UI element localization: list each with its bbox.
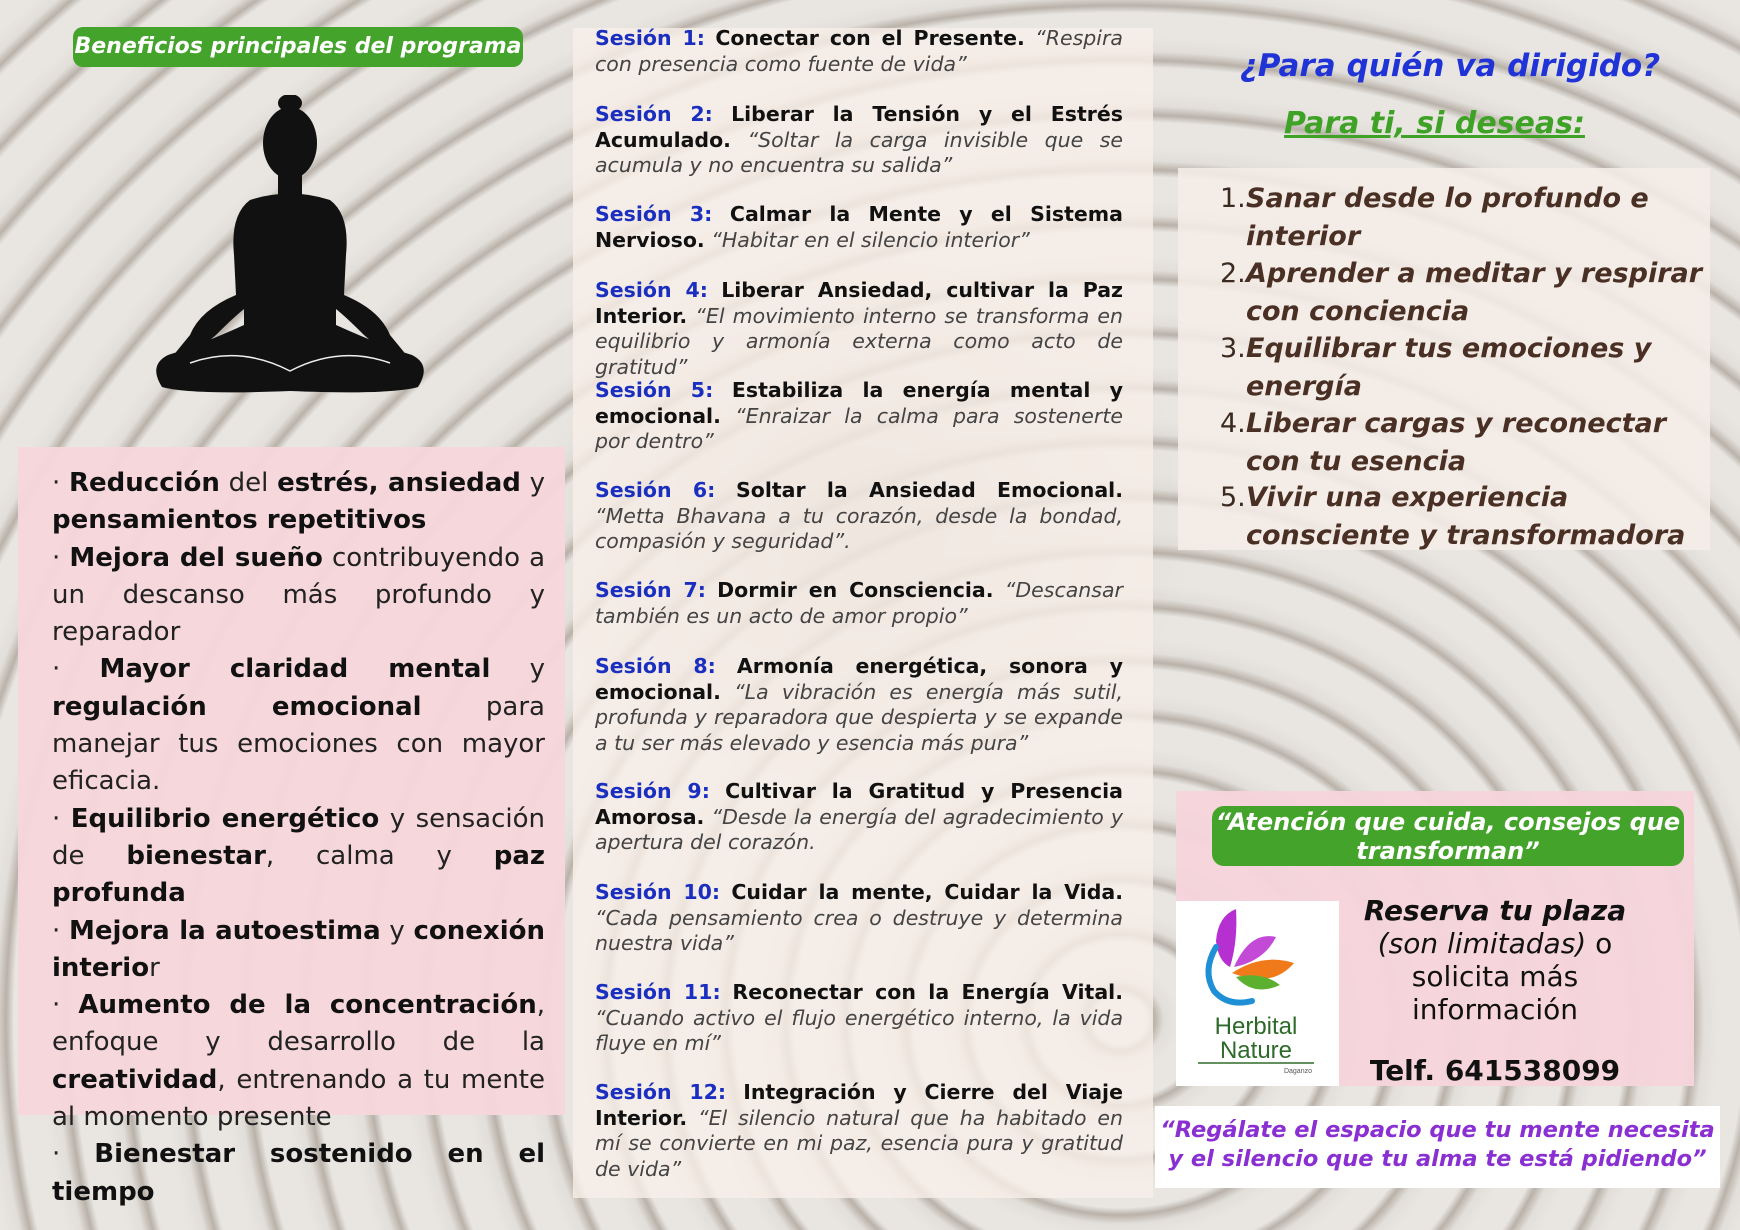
benefit-item: · Mayor claridad mental y regulación emocional para manejar tus emociones con mayor eficacia. <box>52 654 545 797</box>
logo-location: Daganzo <box>1283 1068 1312 1075</box>
benefit-item: · Equilibrio energético y sensación de bienestar, calma y paz profunda <box>52 803 546 909</box>
goal-item: 5. Vivir una experiencia consciente y transformadora <box>1220 482 1686 551</box>
audience-subtitle: Para ti, si deseas: <box>1284 106 1585 141</box>
session-item: Sesión 8: Armonía energética, sonora y emocional. “La vibración es energía más sutil, profunda y reparadora que despierta y se expande a tu ser más elevado y esencia más pura” <box>595 654 1123 755</box>
goal-item: 2. Aprender a meditar y respirar con conciencia <box>1220 258 1703 327</box>
session-item: Sesión 7: Dormir en Consciencia. “Descansar también es un acto de amor propio” <box>595 578 1123 628</box>
benefit-item: · Mejora la autoestima y conexión interior <box>52 915 545 983</box>
session-item: Sesión 12: Integración y Cierre del Viaje Interior. “El silencio natural que ha habitado en mí se convierte en mi paz, esencia pura y gratitud de vida” <box>595 1080 1123 1181</box>
session-item: Sesión 1: Conectar con el Presente. “Respira con presencia como fuente de vida” <box>595 26 1123 76</box>
session-item: Sesión 6: Soltar la Ansiedad Emocional. “Metta Bhavana a tu corazón, desde la bondad, compasión y seguridad”. <box>595 478 1123 553</box>
benefit-item: · Reducción del estrés, ansiedad y pensamientos repetitivos <box>52 468 545 536</box>
brand-logo <box>1176 901 1339 1086</box>
logo-text-2: Nature <box>1219 1037 1293 1064</box>
session-item: Sesión 2: Liberar la Tensión y el Estrés Acumulado. “Soltar la carga invisible que se acumula y no encuentra su salida” <box>595 102 1123 177</box>
goal-item: 3. Equilibrar tus emociones y energía <box>1220 333 1652 402</box>
benefit-item: · Bienestar sostenido en el tiempo <box>52 1139 545 1207</box>
goal-item: 1. Sanar desde lo profundo e interior <box>1220 183 1649 252</box>
audience-title: ¿Para quién va dirigido? <box>1239 48 1661 84</box>
goal-item: 4. Liberar cargas y reconectar con tu esencia <box>1220 408 1667 477</box>
benefit-item: · Aumento de la concentración, enfoque y desarrollo de la creatividad, entrenando a tu mente al momento presente <box>52 990 545 1133</box>
session-item: Sesión 9: Cultivar la Gratitud y Presencia Amorosa. “Desde la energía del agradecimiento y apertura del corazón. <box>595 779 1123 854</box>
session-item: Sesión 3: Calmar la Mente y el Sistema Nervioso. “Habitar en el silencio interior” <box>595 202 1123 252</box>
meditation-silhouette-icon <box>150 95 430 425</box>
reserve-text: Reserva tu plaza (son limitadas) o solicita más información <box>1363 894 1627 1026</box>
session-item: Sesión 4: Liberar Ansiedad, cultivar la Paz Interior. “El movimiento interno se transforma en equilibrio y armonía externa como acto de gratitud” <box>595 278 1123 379</box>
phone-number[interactable]: Telf. 641538099 <box>1369 1054 1621 1087</box>
closing-quote: “Regálate el espacio que tu mente necesita y el silencio que tu alma te está pidiendo” <box>1160 1117 1715 1172</box>
session-item: Sesión 10: Cuidar la mente, Cuidar la Vida. “Cada pensamiento crea o destruye y determina nuestra vida” <box>595 880 1123 955</box>
benefits-panel <box>18 447 565 1207</box>
session-item: Sesión 5: Estabiliza la energía mental y emocional. “Enraizar la calma para sostenerte por dentro” <box>595 378 1123 453</box>
contact-tagline: “Atención que cuida, consejos que transforman” <box>1212 806 1684 866</box>
benefit-item: · Mejora del sueño contribuyendo a un descanso más profundo y reparador <box>52 542 545 648</box>
logo-text-1: Herbital <box>1214 1013 1298 1040</box>
session-item: Sesión 11: Reconectar con la Energía Vital. “Cuando activo el flujo energético interno, la vida fluye en mí” <box>595 980 1123 1055</box>
leaf-logo-icon <box>1176 901 1339 1086</box>
benefits-heading: Beneficios principales del programa <box>73 27 523 67</box>
